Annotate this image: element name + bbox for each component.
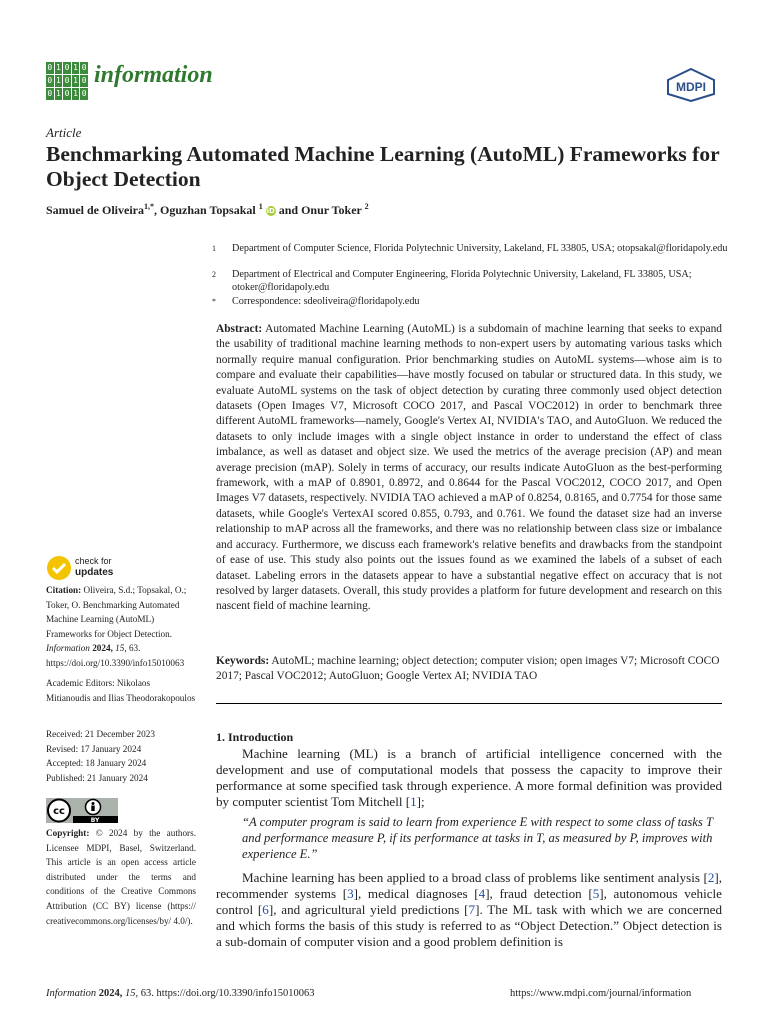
paragraph (216, 746, 722, 810)
citation-link[interactable]: 4 (478, 886, 486, 901)
mdpi-logo (666, 68, 716, 102)
logo-bit: 0 (64, 76, 70, 85)
copyright-text: © 2024 by the authors. Licensee MDPI, Basel, Switzerland. This article is an open access article distributed under the terms and conditions of the Creative Commons Attribution (CC BY) license (https:// creativecommons.org/licenses/by/ 4.0/). (46, 828, 196, 926)
dates-block (46, 727, 196, 785)
logo-bit: 0 (64, 63, 70, 72)
citation-link[interactable]: 1 (410, 794, 417, 809)
author-name: Onur Toker (301, 203, 362, 217)
text-span: ], medical diagnoses [ (353, 886, 479, 901)
text-span: Machine learning has been applied to a broad class of problems like sentiment analysis [ (242, 870, 708, 885)
affiliation-text: Department of Computer Science, Florida Polytechnic University, Lakeland, FL 33805, USA; otopsakal@floridapoly.edu (232, 243, 728, 254)
keywords-text: AutoML; machine learning; object detection; computer vision; open images V7; Microsoft COCO 2017; Pascal VOC2012; AutoGluon; Google Vertex AI; NVIDIA TAO (216, 655, 720, 683)
article-type: Article (46, 125, 82, 140)
correspondence (212, 295, 732, 308)
logo-bit: 1 (55, 63, 61, 72)
affiliation-number: 1 (212, 244, 216, 253)
text-span: Machine learning (ML) is a branch of artificial intelligence concerned with the development and use of computational models that possess the capacity to improve their performance at some specified task through experience. A more formal definition was provided by computer scientist Tom Mitchell [ (216, 746, 722, 809)
block-quote: “A computer program is said to learn from experience E with respect to some class of tasks T and performance measure P, if its performance at tasks in T, as measured by P, improves with experience E.” (242, 815, 713, 861)
by-text: BY (90, 817, 100, 823)
cc-by-license-icon[interactable] (46, 798, 118, 823)
logo-bit: 1 (73, 76, 78, 85)
text-span: ]. The ML task with which we are concerned and which forms the basis of this study is referred to as “Object Detection.” Object detection is a sub-domain of computer vision and a good problem definition is (216, 902, 722, 949)
footer-doi[interactable]: 63. https://doi.org/10.3390/info15010063 (140, 988, 315, 999)
text-span: ], recommender systems [ (216, 870, 722, 901)
logo-bit: 1 (55, 76, 61, 85)
copyright-label: Copyright: (46, 828, 90, 838)
footer-citation (46, 988, 314, 999)
citation-label: Citation: (46, 585, 82, 595)
journal-name: information (94, 62, 213, 88)
logo-bit: 1 (55, 89, 61, 98)
section-divider (216, 703, 722, 704)
citation-link[interactable]: 7 (468, 902, 476, 917)
footer-journal: Information (46, 988, 97, 999)
text-span: ], autonomous vehicle control [ (216, 886, 722, 917)
accepted-date: Accepted: 18 January 2024 (46, 758, 147, 769)
citation-text: Oliveira, S.d.; Topsakal, O.; Toker, O. Benchmarking Automated Machine Learning (AutoML) Frameworks for Object Detection. (46, 585, 187, 639)
author-affil: 1 (258, 202, 263, 211)
abstract (216, 322, 722, 615)
logo-bit: 0 (81, 76, 87, 85)
affiliation-2 (212, 268, 732, 294)
citation-journal: Information (46, 643, 90, 654)
author-list (46, 202, 369, 218)
published-date: Published: 21 January 2024 (46, 772, 148, 783)
affiliation-text: Correspondence: sdeoliveira@floridapoly.edu (232, 296, 420, 307)
citation-block (46, 583, 196, 671)
intro-body (216, 746, 722, 950)
logo-bit: 0 (47, 89, 53, 98)
logo-bit: 0 (81, 89, 87, 98)
affiliation-text: Department of Electrical and Computer Engineering, Florida Polytechnic University, Lakeland, FL 33805, USA; otoker@floridapoly.edu (232, 269, 692, 293)
citation-link[interactable]: 6 (262, 902, 269, 917)
orcid-icon[interactable]: iD (266, 207, 275, 216)
citation-link[interactable]: 2 (707, 870, 715, 885)
mdpi-logo-text: MDPI (676, 80, 706, 94)
check-updates-line: check for (75, 556, 112, 566)
citation-link[interactable]: 3 (347, 886, 354, 901)
copyright-block (46, 826, 196, 928)
author-name: Oguzhan Topsakal (160, 203, 256, 217)
check-updates-icon (46, 555, 72, 581)
cc-text: cc (53, 806, 65, 817)
check-for-updates-button[interactable] (46, 555, 166, 583)
text-span: ]; (416, 794, 425, 809)
abstract-text: Automated Machine Learning (AutoML) is a subdomain of machine learning that seeks to expand the usability of traditional machine learning methods to non-expert users by automating various tasks which normally require manual configuration. Prior benchmarking studies on AutoML systems—whose aim is to compare and evaluate their capabilities—have mostly focused on tabular or structured data. In this study, we evaluate AutoML systems on the task of object detection by curating three commonly used object detection datasets (Open Images V7, Microsoft COCO 2017, and Pascal VOC2012) in order to benchmark three different AutoML frameworks—namely, Google's Vertex AI, NVIDIA's TAO, and AutoGluon. We reduced the datasets to only include images with a single object instance in order to understand the effect of class imbalance, as well as dataset and object size. We used the metrics of the average precision (AP) and mean average precision (mAP). Solely in terms of accuracy, our results indicate AutoGluon as the best-performing framework, with a mAP of 0.8901, 0.8972, and 0.8644 for the Pascal VOC2012, COCO 2017, and Open Images V7 datasets, respectively. NVIDIA TAO achieved a mAP of 0.8254, 0.8165, and 0.7754 for those same datasets, while Google's VertexAI scored 0.855, 0.793, and 0.761. We found the dataset size had an inverse relationship to mAP across all the frameworks, and there was no relationship between class size or imbalance and accuracy. Furthermore, we discuss each framework's relative benefits and drawbacks from the standpoint of ease of use. This study also points out the issues found as we examined the labels of a subset of each dataset. Labeling errors in the datasets appear to have a substantial negative effect on accuracy that is not resolved by larger datasets. Overall, this study provides a platform for future development and research on this nascent field of machine learning. (216, 323, 722, 613)
citation-doi[interactable]: 63. https://doi.org/10.3390/info15010063 (46, 643, 185, 668)
revised-date: Revised: 17 January 2024 (46, 743, 142, 754)
footer-journal-url[interactable]: https://www.mdpi.com/journal/information (510, 988, 692, 999)
logo-bit: 0 (81, 63, 87, 72)
author-affil: 2 (364, 202, 369, 211)
logo-bit: 0 (64, 89, 70, 98)
keywords-label: Keywords: (216, 655, 270, 667)
affiliation-number: 2 (212, 270, 216, 279)
affiliation-1 (212, 242, 732, 255)
footer-volume: 15, (125, 988, 139, 999)
logo-bit: 1 (73, 89, 78, 98)
paragraph (216, 870, 722, 950)
logo-bit: 1 (73, 63, 78, 72)
journal-logo (46, 62, 88, 100)
check-updates-label (75, 556, 113, 578)
affiliation-number: * (212, 297, 216, 306)
author-separator: , (154, 203, 160, 217)
author-name: Samuel de Oliveira (46, 203, 144, 217)
author-separator: and (275, 203, 302, 217)
citation-link[interactable]: 5 (592, 886, 600, 901)
abstract-label: Abstract: (216, 323, 263, 335)
citation-volume: 15, (115, 643, 127, 654)
citation-year: 2024, (92, 643, 113, 654)
footer-year: 2024, (98, 988, 123, 999)
author-affil: 1,* (144, 202, 154, 211)
received-date: Received: 21 December 2023 (46, 729, 155, 739)
section-heading: 1. Introduction (216, 730, 294, 744)
paper-title: Benchmarking Automated Machine Learning (AutoML) Frameworks for Object Detection (46, 142, 720, 191)
text-span: ], fraud detection [ (485, 886, 593, 901)
keywords (216, 654, 722, 685)
academic-editors: Academic Editors: Nikolaos Mitianoudis and Ilias Theodorakopoulos (46, 678, 196, 703)
logo-bit: 0 (47, 63, 53, 72)
logo-bit: 0 (47, 76, 53, 85)
check-updates-line: updates (75, 567, 114, 578)
text-span: ], and agricultural yield predictions [ (268, 902, 469, 917)
